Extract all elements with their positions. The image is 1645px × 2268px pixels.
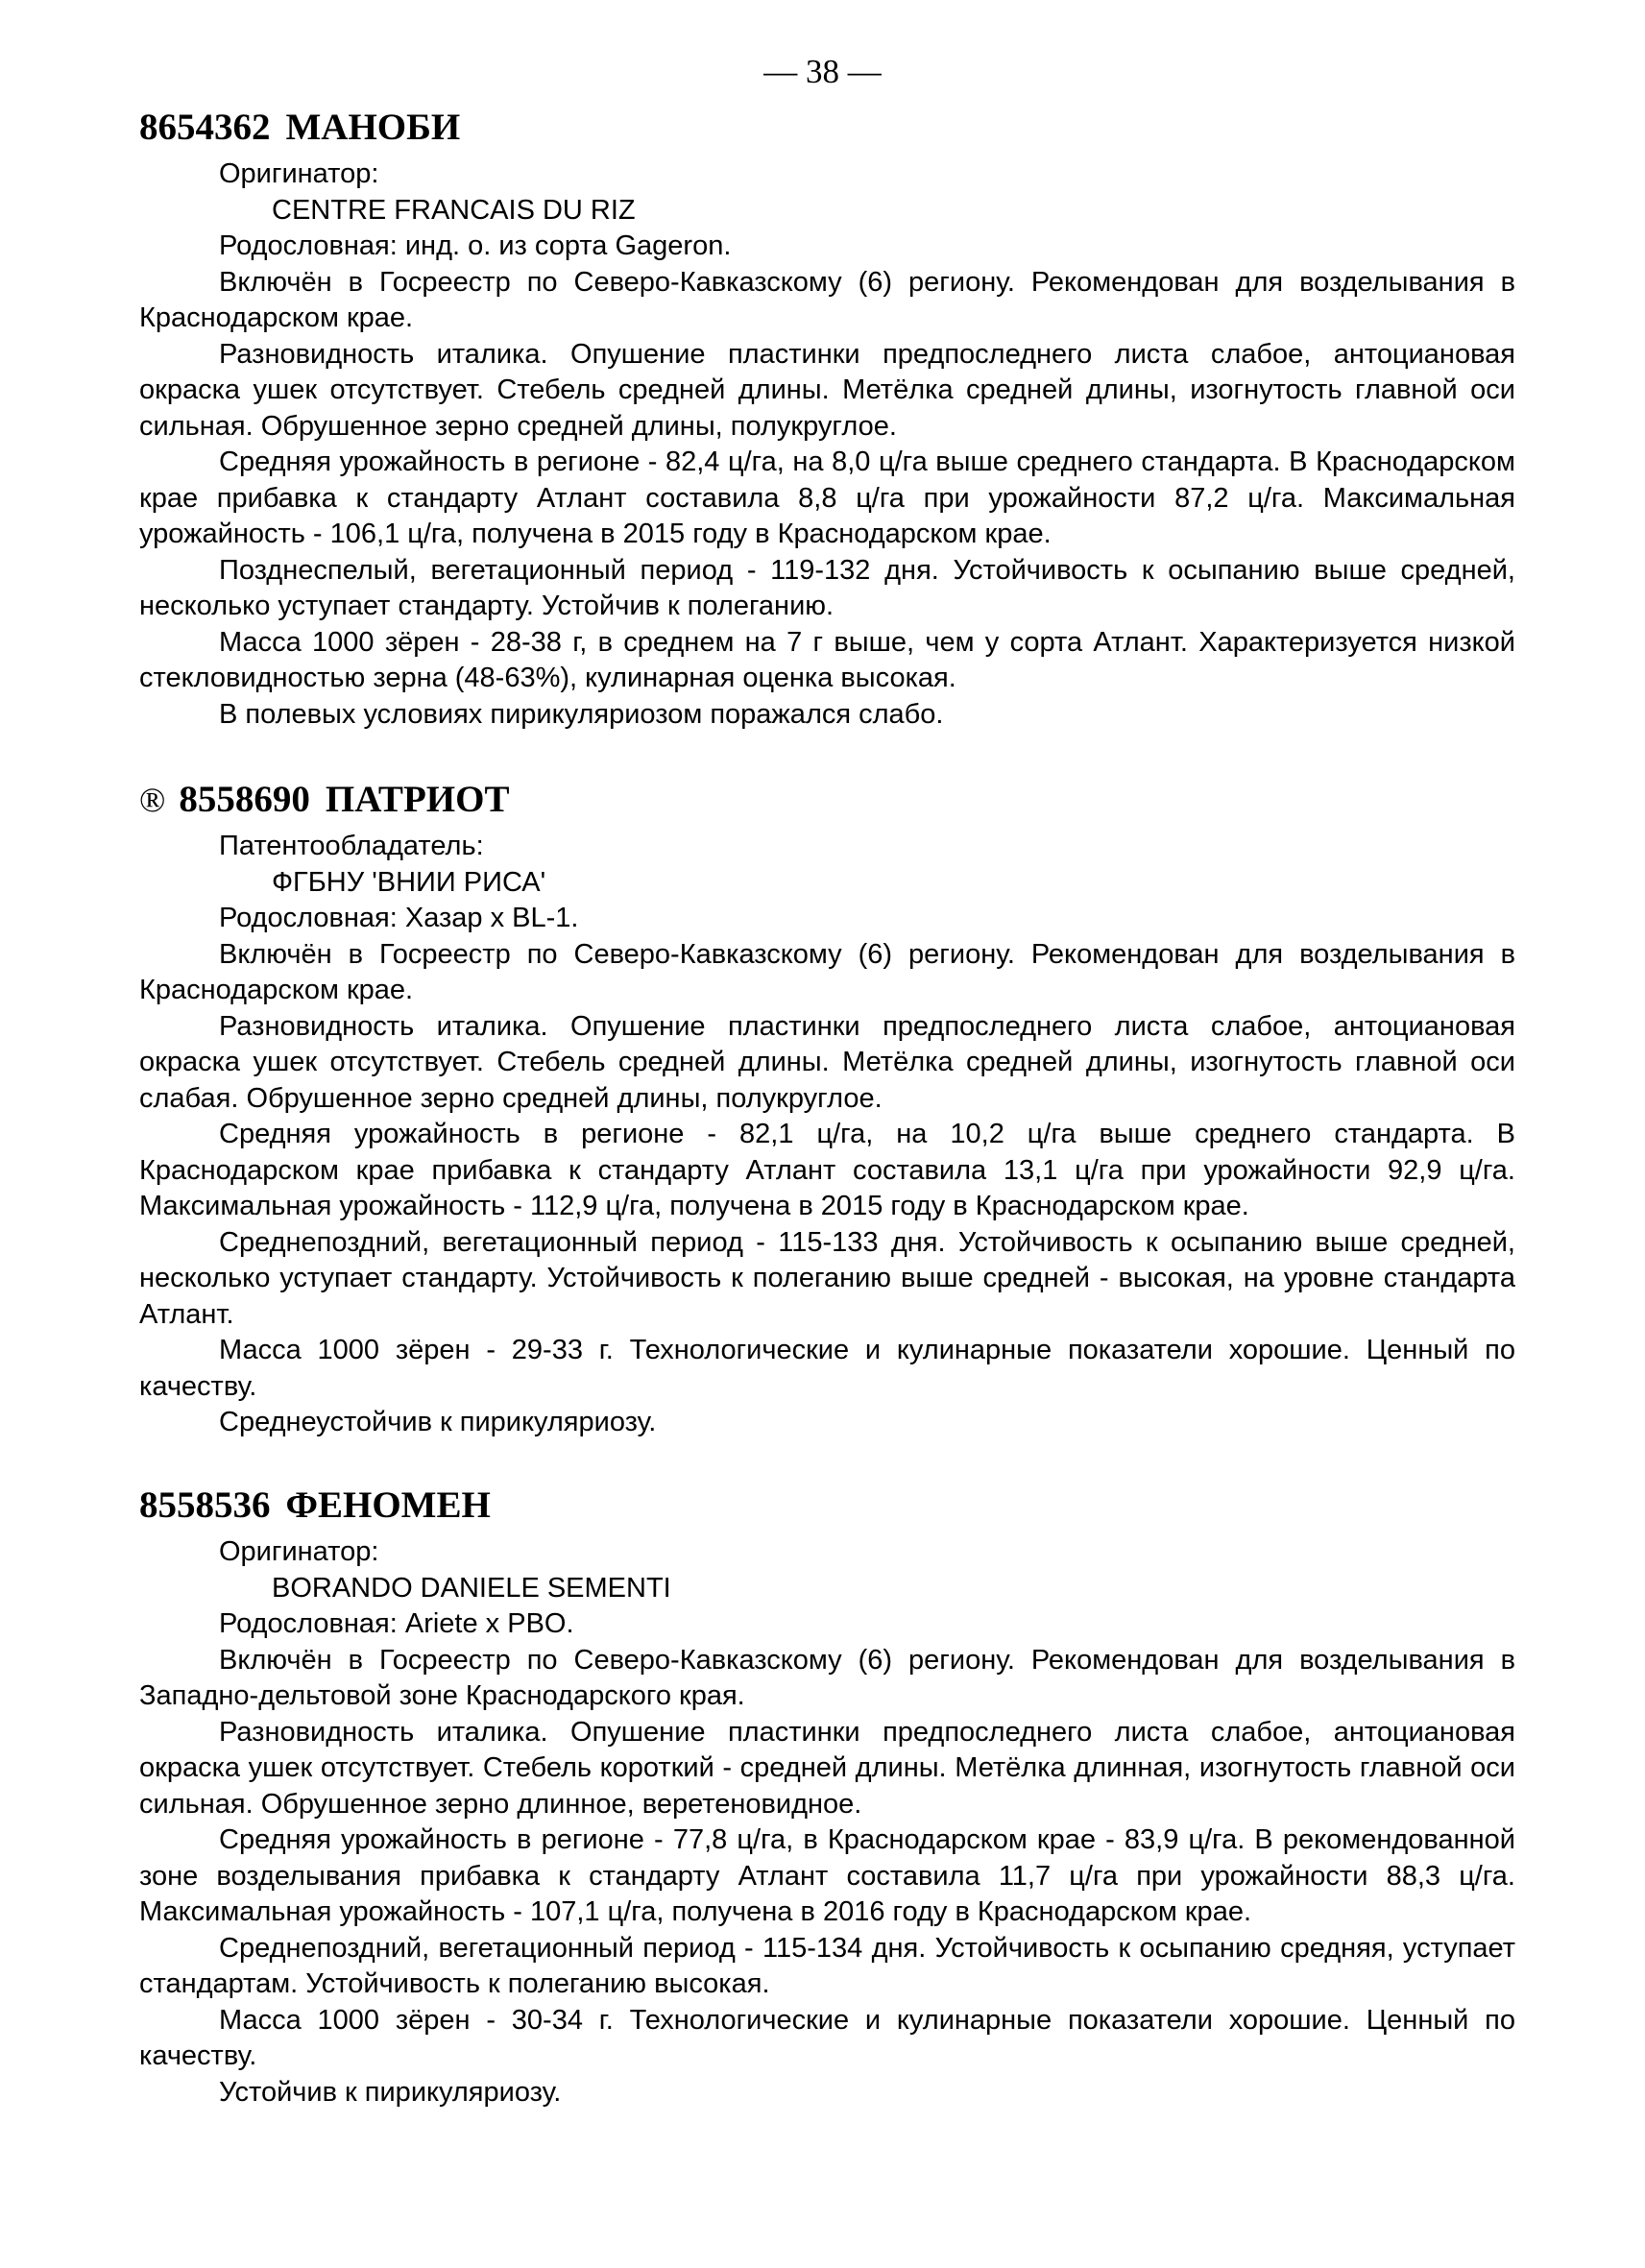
quality-paragraph: Масса 1000 зёрен - 29-33 г. Технологические и кулинарные показатели хорошие. Ценный по качеству. (139, 1335, 1515, 1402)
originator-label: Оригинатор: (219, 158, 379, 189)
quality-paragraph: Масса 1000 зёрен - 30-34 г. Технологические и кулинарные показатели хорошие. Ценный по качеству. (139, 2004, 1515, 2071)
pedigree: Родословная: инд. о. из сорта Gageron. (219, 230, 732, 261)
maturity-paragraph: Среднепоздний, вегетационный период - 115-133 дня. Устойчивость к осыпанию выше средней, несколько уступает стандарту. Устойчивость к полеганию выше средней - высокая, на уровне стандарта Атлант. (139, 1226, 1515, 1330)
variety-heading (139, 101, 1515, 155)
registered-mark-icon: ® (139, 781, 166, 819)
registry-paragraph: Включён в Госреестр по Северо-Кавказскому (6) региону. Рекомендован для возделывания в Западно-дельтовой зоне Краснодарского края. (139, 1644, 1515, 1711)
originator-label: Оригинатор: (219, 1536, 379, 1567)
registry-paragraph: Включён в Госреестр по Северо-Кавказскому (6) региону. Рекомендован для возделывания в Краснодарском крае. (139, 266, 1515, 333)
variety-code: 8654362 (139, 107, 271, 148)
registry-paragraph: Включён в Госреестр по Северо-Кавказскому (6) региону. Рекомендован для возделывания в Краснодарском крае. (139, 938, 1515, 1005)
maturity-paragraph: Среднепоздний, вегетационный период - 115-134 дня. Устойчивость к осыпанию средняя, уступает стандартам. Устойчивость к полеганию высокая. (139, 1932, 1515, 1999)
variety-heading (139, 1479, 1515, 1532)
pedigree: Родословная: Ariete x PBO. (219, 1608, 574, 1639)
morphology-paragraph: Разновидность италика. Опушение пластинки предпоследнего листа слабое, антоциановая окраска ушек отсутствует. Стебель короткий - средней длины. Метёлка длинная, изогнутость главной оси сильная. Обрушенное зерно длинное, веретеновидное. (139, 1716, 1515, 1820)
yield-paragraph: Средняя урожайность в регионе - 82,4 ц/га, на 8,0 ц/га выше среднего стандарта. В Краснодарском крае прибавка к стандарту Атлант составила 8,8 ц/га при урожайности 87,2 ц/га. Максимальная урожайность - 106,1 ц/га, получена в 2015 году в Краснодарском крае. (139, 446, 1515, 549)
pedigree: Родословная: Хазар x BL-1. (219, 903, 579, 933)
variety-name: МАНОБИ (285, 107, 461, 148)
variety-heading (139, 773, 1515, 827)
variety-name: ПАТРИОТ (325, 779, 510, 820)
disease-paragraph: Устойчив к пирикуляриозу. (219, 2076, 562, 2108)
variety-code: 8558690 (179, 779, 310, 820)
variety-entry-patriot (139, 773, 1515, 1441)
disease-paragraph: В полевых условиях пирикуляриозом поражался слабо. (219, 698, 944, 730)
originator-name: BORANDO DANIELE SEMENTI (272, 1572, 671, 1604)
variety-entry-manobi (139, 101, 1515, 733)
page-number: — 38 — (763, 53, 882, 90)
morphology-paragraph: Разновидность италика. Опушение пластинки предпоследнего листа слабое, антоциановая окраска ушек отсутствует. Стебель средней длины. Метёлка средней длины, изогнутость главной оси сильная. Обрушенное зерно средней длины, полукруглое. (139, 338, 1515, 442)
disease-paragraph: Среднеустойчив к пирикуляриозу. (219, 1407, 657, 1437)
morphology-paragraph: Разновидность италика. Опушение пластинки предпоследнего листа слабое, антоциановая окраска ушек отсутствует. Стебель средней длины. Метёлка средней длины, изогнутость главной оси слабая. Обрушенное зерно средней длины, полукруглое. (139, 1010, 1515, 1114)
variety-code: 8558536 (139, 1484, 271, 1526)
variety-name: ФЕНОМЕН (285, 1484, 491, 1526)
yield-paragraph: Средняя урожайность в регионе - 77,8 ц/га, в Краснодарском крае - 83,9 ц/га. В рекомендованной зоне возделывания прибавка к стандарту Атлант составила 11,7 ц/га при урожайности 88,3 ц/га. Максимальная урожайность - 107,1 ц/га, получена в 2016 году в Краснодарском крае. (139, 1824, 1515, 1927)
quality-paragraph: Масса 1000 зёрен - 28-38 г, в среднем на 7 г выше, чем у сорта Атлант. Характеризуется низкой стекловидностью зерна (48-63%), кулинарная оценка высокая. (139, 626, 1515, 693)
originator-name: CENTRE FRANCAIS DU RIZ (272, 194, 636, 226)
maturity-paragraph: Позднеспелый, вегетационный период - 119-132 дня. Устойчивость к осыпанию выше средней, несколько уступает стандарту. Устойчив к полеганию. (139, 554, 1515, 621)
patent-holder-name: ФГБНУ 'ВНИИ РИСА' (272, 866, 546, 898)
patent-holder-label: Патентообладатель: (219, 831, 484, 861)
variety-entry-fenomen (139, 1479, 1515, 2111)
yield-paragraph: Средняя урожайность в регионе - 82,1 ц/га, на 10,2 ц/га выше среднего стандарта. В Краснодарском крае прибавка к стандарту Атлант составила 13,1 ц/га при урожайности 92,9 ц/га. Максимальная урожайность - 112,9 ц/га, получена в 2015 году в Краснодарском крае. (139, 1119, 1515, 1221)
